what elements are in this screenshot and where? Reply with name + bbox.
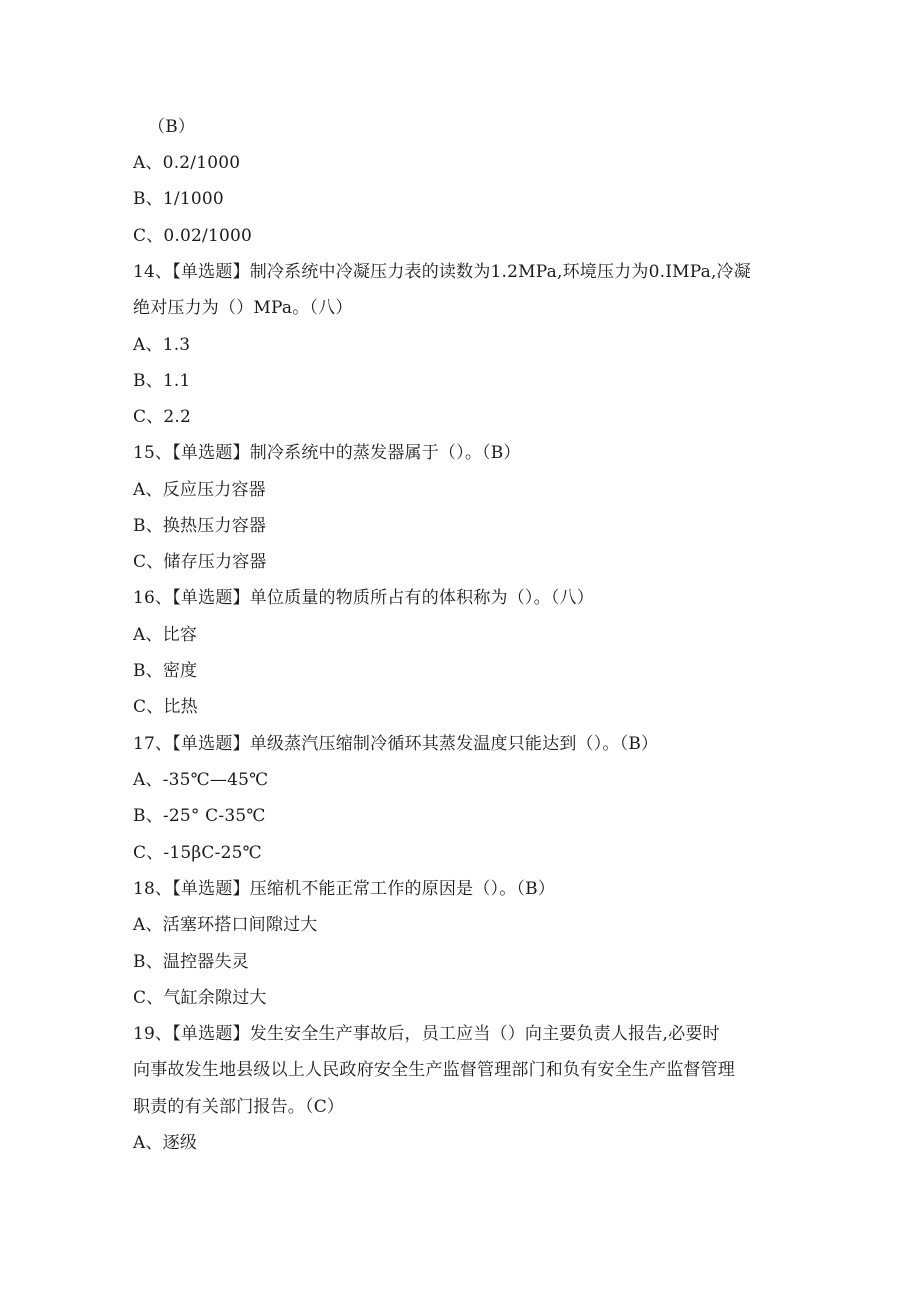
question-15: 15、【单选题】制冷系统中的蒸发器属于（）。（B） (133, 443, 521, 463)
option-a: A、1.3 (133, 335, 191, 355)
option-c: C、储存压力容器 (133, 552, 267, 572)
option-c: C、0.02/1000 (133, 226, 253, 246)
option-b: B、温控器失灵 (133, 952, 249, 972)
option-c: C、2.2 (133, 407, 192, 427)
question-19-line-3: 职责的有关部门报告。（C） (133, 1097, 345, 1117)
option-a: A、活塞环搭口间隙过大 (133, 915, 318, 935)
option-a: A、0.2/1000 (133, 153, 241, 173)
question-14-line-2: 绝对压力为（）MPa。（八） (133, 298, 353, 318)
option-c: C、比热 (133, 697, 198, 717)
question-19-line-2: 向事故发生地县级以上人民政府安全生产监督管理部门和负有安全生产监督管理 (133, 1060, 735, 1080)
question-16: 16、【单选题】单位质量的物质所占有的体积称为（）。（八） (133, 588, 594, 608)
option-c: C、气缸余隙过大 (133, 988, 267, 1008)
option-c: C、-15βC-25℃ (133, 843, 262, 863)
option-a: A、反应压力容器 (133, 480, 266, 500)
option-a: A、逐级 (133, 1133, 198, 1153)
answer-line: （B） (148, 117, 196, 137)
option-b: B、换热压力容器 (133, 516, 267, 536)
option-b: B、1.1 (133, 371, 191, 391)
question-19-line-1: 19、【单选题】发生安全生产事故后，员工应当（）向主要负责人报告,必要时 (133, 1024, 720, 1044)
option-b: B、密度 (133, 661, 198, 681)
option-b: B、1/1000 (133, 189, 224, 209)
option-a: A、-35℃—45℃ (133, 770, 269, 790)
option-b: B、-25° C-35℃ (133, 806, 266, 826)
option-a: A、比容 (133, 625, 198, 645)
question-14-line-1: 14、【单选题】制冷系统中冷凝压力表的读数为1.2MPa,环境压力为0.IMPa,冷凝 (133, 262, 751, 282)
question-18: 18、【单选题】压缩机不能正常工作的原因是（）。（B） (133, 879, 556, 899)
question-17: 17、【单选题】单级蒸汽压缩制冷循环其蒸发温度只能达到（）。（B） (133, 734, 659, 754)
